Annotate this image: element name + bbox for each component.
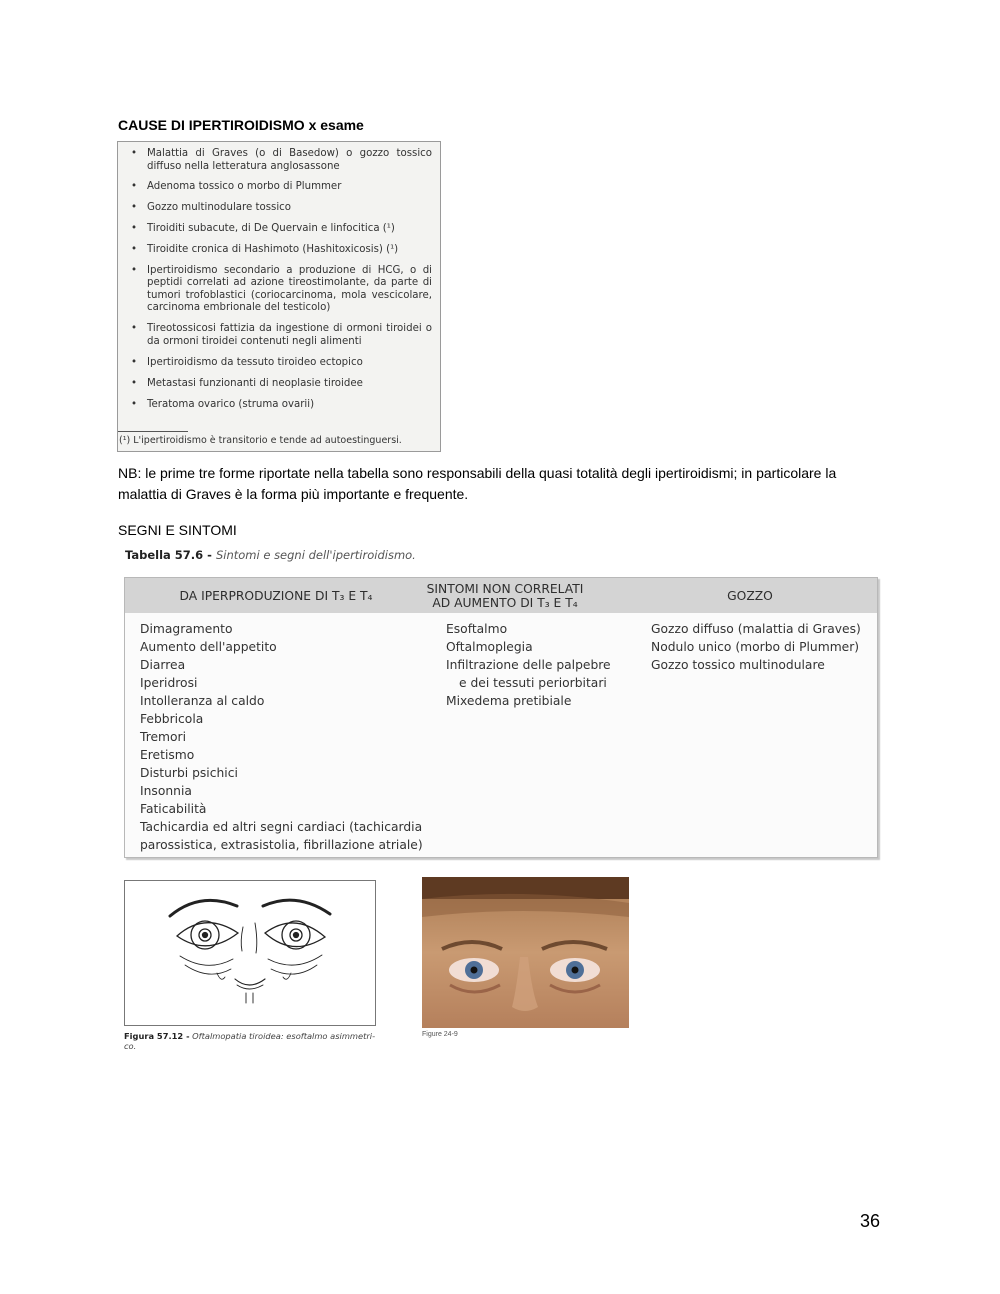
col2-header-line2: AD AUMENTO DI T₃ E T₄ xyxy=(432,596,578,610)
symptom-item: Intolleranza al caldo xyxy=(140,694,265,708)
segni-heading: SEGNI E SINTOMI xyxy=(118,522,237,538)
cause-item: • Teratoma ovarico (struma ovarii) xyxy=(128,399,432,412)
table-label: Tabella 57.6 - xyxy=(125,548,212,562)
cause-item: • Gozzo multinodulare tossico xyxy=(128,202,432,215)
footnote-divider xyxy=(118,431,188,432)
section-heading: CAUSE DI IPERTIROIDISMO x esame xyxy=(118,117,364,133)
col1-list xyxy=(140,620,423,854)
col3-list xyxy=(651,620,861,674)
symptom-item: Diarrea xyxy=(140,658,186,672)
symptom-item: Febbricola xyxy=(140,712,204,726)
figure1-caption-text: Oftalmopatia tiroidea: esoftalmo asimmetri-co. xyxy=(124,1031,376,1051)
goiter-item: Gozzo tossico multinodulare xyxy=(651,658,825,672)
patient-photo xyxy=(422,877,629,1028)
col3-header: GOZZO xyxy=(727,589,773,603)
table-caption-text: Sintomi e segni dell'ipertiroidismo. xyxy=(215,548,416,562)
symptom-item: Iperidrosi xyxy=(140,676,198,690)
symptom-item: Disturbi psichici xyxy=(140,766,238,780)
col1-header: DA IPERPRODUZIONE DI T₃ E T₄ xyxy=(179,589,373,603)
symptom-item: Oftalmoplegia xyxy=(446,640,533,654)
cause-item: • Malattia di Graves (o di Basedow) o gozzo tossico diffuso nella letteratura anglosassone xyxy=(128,148,432,173)
symptom-item: Tremori xyxy=(140,730,187,744)
cause-item: • Ipertiroidismo secondario a produzione di HCG, o di peptidi correlati ad azione tireostimolante, da parte di tumori trofoblastici (coriocarcinoma, mola vescicolare, carcinoma embrionale del testicolo) xyxy=(128,265,432,315)
col2-header-line1: SINTOMI NON CORRELATI xyxy=(426,582,584,596)
symptom-item: Dimagramento xyxy=(140,622,233,636)
symptom-item: Mixedema pretibiale xyxy=(446,694,572,708)
figure1-caption xyxy=(124,1031,384,1051)
cause-item: • Tireotossicosi fattizia da ingestione di ormoni tiroidei o da ormoni tiroidei contenuti negli alimenti xyxy=(128,323,432,348)
symptom-item: Esoftalmo xyxy=(446,622,508,636)
causes-box xyxy=(117,141,441,452)
causes-list xyxy=(118,142,440,411)
symptom-item: Infiltrazione delle palpebre xyxy=(446,658,611,672)
goiter-item: Nodulo unico (morbo di Plummer) xyxy=(651,640,860,654)
cause-item: • Metastasi funzionanti di neoplasie tiroidee xyxy=(128,378,432,391)
col2-header xyxy=(425,582,585,610)
cause-item: • Ipertiroidismo da tessuto tiroideo ectopico xyxy=(128,357,432,370)
symptoms-table xyxy=(124,577,878,858)
cause-item: • Adenoma tossico o morbo di Plummer xyxy=(128,181,432,194)
page-number: 36 xyxy=(860,1211,881,1231)
nb-paragraph: NB: le prime tre forme riportate nella tabella sono responsabili della quasi totalità degli ipertiroidismi; in particolare la malattia di Graves è la forma più importante e frequente. xyxy=(118,465,837,502)
goiter-item: Gozzo diffuso (malattia di Graves) xyxy=(651,622,861,636)
cause-item: • Tiroiditi subacute, di De Quervain e linfocitica (¹) xyxy=(128,223,432,236)
cause-item: • Tiroidite cronica di Hashimoto (Hashitoxicosis) (¹) xyxy=(128,244,432,257)
exophthalmos-drawing xyxy=(124,880,376,1026)
symptom-item: Faticabilità xyxy=(140,802,207,816)
causes-footnote: (¹) L'ipertiroidismo è transitorio e tende ad autoestinguersi. xyxy=(119,435,402,446)
figure1-label: Figura 57.12 - xyxy=(124,1031,190,1041)
symptom-item: e dei tessuti periorbitari xyxy=(459,676,607,690)
eyes-drawing-icon xyxy=(125,881,375,1025)
table-caption xyxy=(125,548,416,562)
symptom-item: Insonnia xyxy=(140,784,192,798)
symptom-item: Eretismo xyxy=(140,748,195,762)
symptom-item: parossistica, extrasistolia, fibrillazione atriale) xyxy=(140,838,423,852)
col2-list xyxy=(446,620,611,710)
patient-face-icon xyxy=(422,877,629,1028)
symptom-item: Aumento dell'appetito xyxy=(140,640,277,654)
symptom-item: Tachicardia ed altri segni cardiaci (tachicardia xyxy=(140,820,423,834)
figure2-caption: Figure 24-9 xyxy=(422,1031,458,1038)
